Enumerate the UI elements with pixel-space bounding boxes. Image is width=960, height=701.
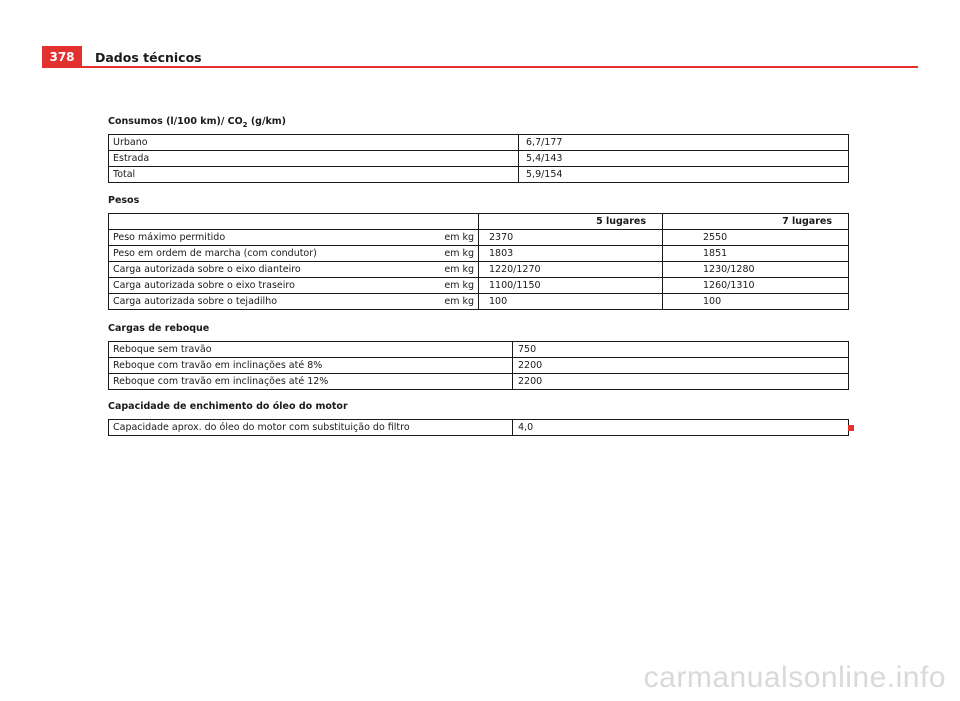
reboque-value: 2200 — [513, 358, 849, 374]
table-header-row — [109, 214, 849, 230]
page-title: Dados técnicos — [95, 50, 202, 65]
table-row — [109, 167, 849, 183]
page-number: 378 — [42, 46, 82, 68]
header-rule — [42, 66, 918, 68]
table-row — [109, 294, 849, 310]
pesos-table — [108, 213, 849, 310]
table-row — [109, 151, 849, 167]
unit-label: em kg — [444, 296, 474, 307]
oleo-table — [108, 419, 849, 436]
consumos-table — [108, 134, 849, 183]
table-row — [109, 278, 849, 294]
table-row — [109, 135, 849, 151]
pesos-value-5: 1100/1150 — [479, 278, 663, 294]
unit-label: em kg — [444, 248, 474, 259]
consumos-value: 5,4/143 — [519, 151, 849, 167]
pesos-value-7: 1230/1280 — [663, 262, 849, 278]
pesos-label — [109, 294, 479, 310]
pesos-label-text: Carga autorizada sobre o eixo dianteiro — [113, 264, 301, 275]
pesos-header-7-lugares: 7 lugares — [663, 214, 849, 230]
consumos-label: Total — [109, 167, 519, 183]
table-row — [109, 230, 849, 246]
reboque-value: 750 — [513, 342, 849, 358]
consumos-heading-text: Consumos (l/100 km)/ CO — [108, 116, 243, 127]
reboque-label: Reboque sem travão — [109, 342, 513, 358]
consumos-label: Urbano — [109, 135, 519, 151]
end-of-section-marker — [848, 425, 854, 431]
pesos-value-5: 1220/1270 — [479, 262, 663, 278]
oleo-label: Capacidade aprox. do óleo do motor com substituição do filtro — [109, 420, 513, 436]
pesos-value-7: 1851 — [663, 246, 849, 262]
pesos-label-text: Carga autorizada sobre o eixo traseiro — [113, 280, 295, 291]
consumos-value: 6,7/177 — [519, 135, 849, 151]
pesos-label-text: Peso em ordem de marcha (com condutor) — [113, 248, 317, 259]
table-row — [109, 358, 849, 374]
consumos-value: 5,9/154 — [519, 167, 849, 183]
consumos-heading — [108, 116, 286, 129]
table-row — [109, 246, 849, 262]
pesos-heading: Pesos — [108, 195, 140, 206]
pesos-label — [109, 278, 479, 294]
table-row — [109, 342, 849, 358]
co2-subscript: 2 — [242, 120, 248, 129]
pesos-header-5-lugares: 5 lugares — [479, 214, 663, 230]
pesos-header-blank — [109, 214, 479, 230]
oleo-heading: Capacidade de enchimento do óleo do motor — [108, 401, 348, 412]
reboque-value: 2200 — [513, 374, 849, 390]
consumos-label: Estrada — [109, 151, 519, 167]
unit-label: em kg — [444, 264, 474, 275]
table-row — [109, 262, 849, 278]
consumos-heading-unit: (g/km) — [247, 116, 287, 127]
pesos-label — [109, 246, 479, 262]
oleo-value: 4,0 — [513, 420, 849, 436]
reboque-label: Reboque com travão em inclinações até 8% — [109, 358, 513, 374]
reboque-heading: Cargas de reboque — [108, 323, 210, 334]
pesos-value-5: 2370 — [479, 230, 663, 246]
pesos-label — [109, 230, 479, 246]
pesos-label-text: Carga autorizada sobre o tejadilho — [113, 296, 278, 307]
watermark: carmanualsonline.info — [643, 661, 946, 694]
pesos-label — [109, 262, 479, 278]
pesos-value-5: 1803 — [479, 246, 663, 262]
pesos-value-7: 100 — [663, 294, 849, 310]
unit-label: em kg — [444, 280, 474, 291]
reboque-label: Reboque com travão em inclinações até 12% — [109, 374, 513, 390]
unit-label: em kg — [444, 232, 474, 243]
pesos-value-7: 2550 — [663, 230, 849, 246]
table-row — [109, 374, 849, 390]
pesos-value-5: 100 — [479, 294, 663, 310]
pesos-label-text: Peso máximo permitido — [113, 232, 226, 243]
reboque-table — [108, 341, 849, 390]
pesos-value-7: 1260/1310 — [663, 278, 849, 294]
table-row — [109, 420, 849, 436]
